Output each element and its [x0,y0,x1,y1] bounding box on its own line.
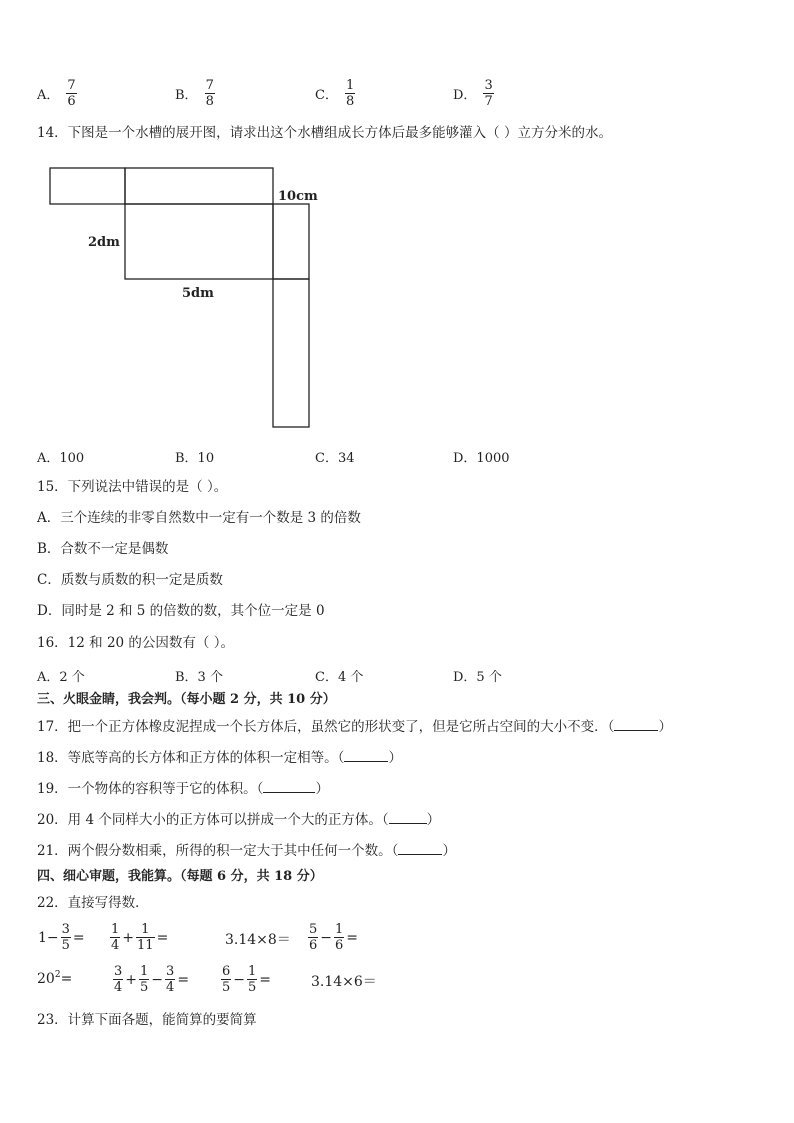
q18-statement: 18．等底等高的长方体和正方体的体积一定相等。（ ） [37,750,402,766]
answer-blank[interactable] [263,780,315,793]
label-height: 2dm [88,235,120,250]
q13-option-d: D． $\frac{3}{7}$ [453,78,493,109]
fraction: $\frac{1}{8}$ [345,78,355,109]
answer-blank[interactable] [344,749,388,762]
q16-option-c: C．4 个 [315,670,364,685]
q20-statement: 20．用 4 个同样大小的正方体可以拼成一个大的正方体。（ ） [37,812,441,828]
q22-text: 22．直接写得数． [37,895,149,911]
q22-expr-5: 20 $^2$ = [37,970,73,987]
q14-option-a: A．100 [37,451,85,466]
q16-text: 16．12 和 20 的公因数有（ ）。 [37,635,234,651]
fraction: $\frac{7}{8}$ [205,78,214,109]
q14-text: 14．下图是一个水槽的展开图，请求出这个水槽组成长方体后最多能够灌入（ ）立方分米的水。 [37,125,612,141]
q15-option-c: C．质数与质数的积一定是质数 [37,572,223,588]
q15-option-d: D．同时是 2 和 5 的倍数的数，其个位一定是 0 [37,603,325,619]
net-bottom-face [125,204,273,279]
label-length: 5dm [182,286,214,301]
q22-expr-8: 3.14×6＝ [311,974,377,990]
answer-blank[interactable] [389,811,427,824]
fraction: $\frac{7}{6}$ [67,78,76,109]
net-top-face [125,168,273,204]
section-3-heading: 三、火眼金睛，我会判。（每小题 2 分，共 10 分） [37,692,336,707]
section-4-heading: 四、细心审题，我能算。（每题 6 分，共 18 分） [37,869,323,884]
q22-expr-1: 1− $\frac{3}{5}$ = [38,922,85,953]
q19-statement: 19．一个物体的容积等于它的体积。（ ） [37,781,329,797]
q22-expr-7: $\frac{6}{5}$ − $\frac{1}{5}$ = [222,964,272,995]
label-side: 10cm [278,189,318,204]
q14-option-b: B．10 [175,451,215,466]
answer-blank[interactable] [614,718,658,731]
net-lower-face [273,279,309,427]
q15-option-a: A．三个连续的非零自然数中一定有一个数是 3 的倍数 [37,510,361,526]
fraction: $\frac{3}{7}$ [484,78,493,109]
q16-option-d: D．5 个 [453,670,502,685]
q16-option-a: A．2 个 [37,670,85,685]
water-tank-net-diagram [40,160,340,435]
q22-expr-2: $\frac{1}{4}$ + $\frac{1}{11}$ = [111,922,169,953]
q15-option-b: B．合数不一定是偶数 [37,541,169,557]
q13-option-b: B． $\frac{7}{8}$ [175,78,214,109]
q14-option-d: D．1000 [453,451,510,466]
net-left-face [50,168,125,204]
q22-expr-4: $\frac{5}{6}$ − $\frac{1}{6}$ = [309,922,359,953]
q22-expr-6: $\frac{3}{4}$ + $\frac{1}{5}$ − $\frac{3}{4}$ = [114,964,190,995]
q13-option-a: A． $\frac{7}{6}$ [37,78,76,109]
q16-option-b: B．3 个 [175,670,223,685]
q13-option-c: C． $\frac{1}{8}$ [315,78,355,109]
answer-blank[interactable] [398,842,442,855]
net-right-face [273,204,309,279]
q23-text: 23．计算下面各题，能简算的要简算 [37,1012,257,1028]
q14-option-c: C．34 [315,451,355,466]
q17-statement: 17．把一个正方体橡皮泥捏成一个长方体后，虽然它的形状变了，但是它所占空间的大小不变．（ ） [37,719,672,735]
q22-expr-3: 3.14×8＝ [225,932,291,948]
q21-statement: 21．两个假分数相乘，所得的积一定大于其中任何一个数。（ ） [37,843,456,859]
q15-text: 15．下列说法中错误的是（ ）。 [37,479,228,495]
